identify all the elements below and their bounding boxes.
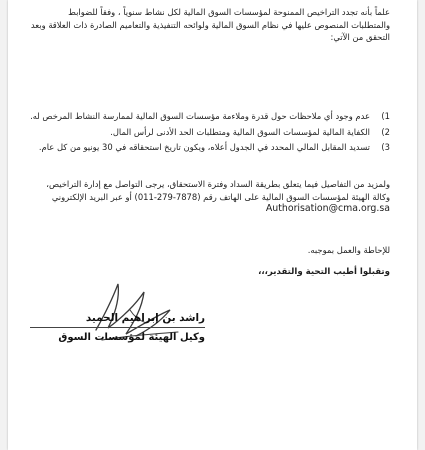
signer-block bbox=[30, 310, 205, 346]
signer-rule bbox=[30, 327, 205, 328]
signer-name: راشد بن إبراهيم الحميد bbox=[85, 312, 205, 324]
email-link[interactable]: Authorisation@cma.org.sa bbox=[265, 203, 390, 215]
signer-title: وكيل الهيئة لمؤسسات السوق bbox=[58, 332, 205, 343]
closing-line: وتقبلوا أطيب التحية والتقدير،،، bbox=[258, 267, 390, 277]
list-text: الكفاية المالية لمؤسسات السوق المالية ومتطلبات الحد الأدنى لرأس المال. bbox=[110, 126, 370, 137]
contact-text: ولمزيد من التفاصيل فيما يتعلق بطريقة السداد وفترة الاستحقاق، يرجى التواصل مع إدارة التراخيص، وكالة الهيئة لمؤسسات السوق المالية على الهاتف رقم (7878-279-011) أو عبر البريد الإلكتروني bbox=[46, 179, 390, 202]
intro-paragraph: علماً بأنه تجدد التراخيص الممنوحة لمؤسسات السوق المالية لكل نشاط سنوياً ، وفقاً للضوابط والمتطلبات المنصوص عليها في نظام السوق المالية ولوائحه التنفيذية والتعاميم الصادرة ذات العلاقة وبعد التحقق من الآتي: bbox=[30, 7, 390, 43]
list-item bbox=[30, 141, 390, 154]
conditions-list bbox=[30, 110, 390, 157]
list-item bbox=[30, 126, 390, 139]
contact-paragraph bbox=[30, 178, 390, 216]
list-number: 1) bbox=[381, 111, 390, 121]
list-text: عدم وجود أي ملاحظات حول قدرة وملاءمة مؤسسات السوق المالية لممارسة النشاط المرخص له. bbox=[30, 111, 370, 121]
notice-line: للإحاطة والعمل بموجبه. bbox=[307, 245, 390, 255]
list-number: 3) bbox=[381, 142, 390, 153]
list-number: 2) bbox=[381, 126, 390, 137]
document-page bbox=[8, 0, 417, 450]
list-item bbox=[30, 110, 390, 123]
list-text: تسديد المقابل المالي المحدد في الجدول أعلاه، ويكون تاريخ استحقاقه في 30 يونيو من كل عام. bbox=[38, 142, 370, 153]
